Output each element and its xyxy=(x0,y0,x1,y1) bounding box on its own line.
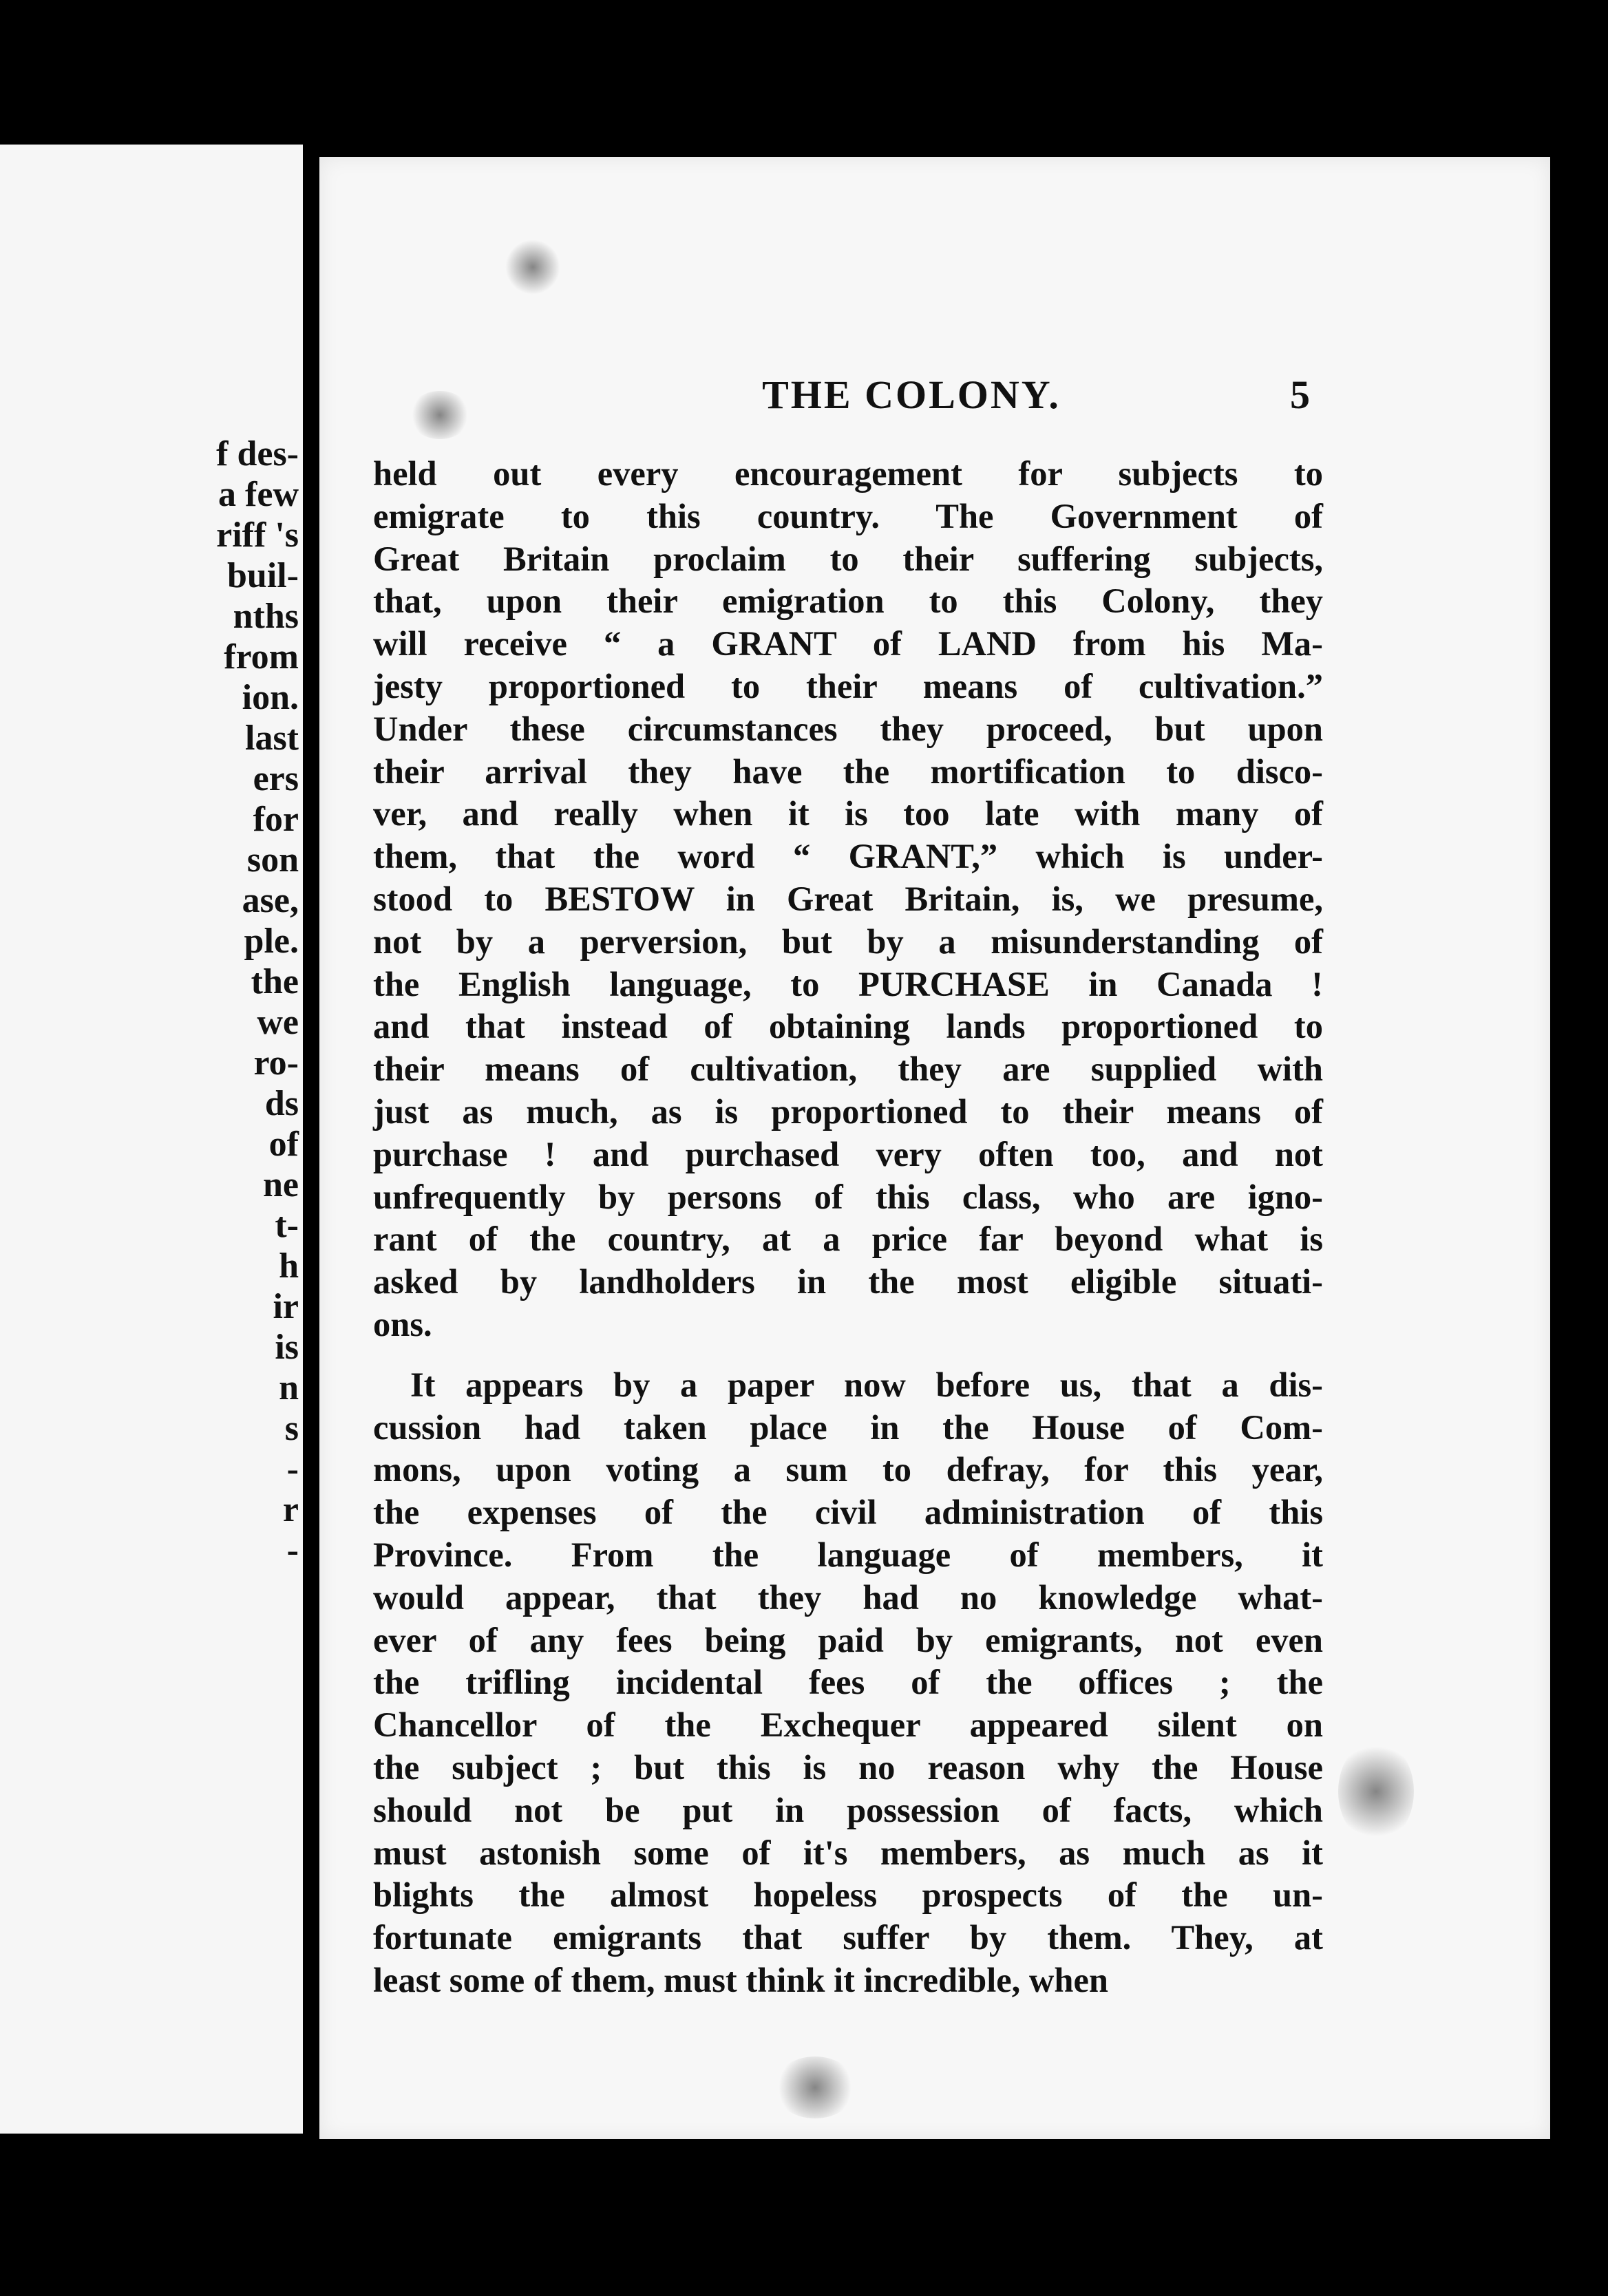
margin-fragment-line: ne xyxy=(263,1165,299,1204)
text-line: will receive “ a GRANT of LAND from his Ma- xyxy=(373,624,1323,663)
text-line: rant of the country, at a price far beyond what is xyxy=(373,1220,1323,1259)
paragraph xyxy=(373,1364,1323,2002)
text-line: held out every encouragement for subjects to xyxy=(373,454,1323,493)
book-gutter xyxy=(303,172,319,2140)
left-page-margin-text xyxy=(195,434,299,1571)
text-line: least some of them, must think it incredible, when xyxy=(373,1960,1108,1999)
text-line: would appear, that they had no knowledge what- xyxy=(373,1577,1323,1617)
margin-fragment-line: son xyxy=(246,840,299,880)
text-line: them, that the word “ GRANT,” which is under- xyxy=(373,837,1323,876)
margin-fragment-line: we xyxy=(257,1003,299,1042)
text-line: Under these circumstances they proceed, but upon xyxy=(373,709,1323,748)
margin-fragment-line: riff 's xyxy=(216,515,299,555)
margin-fragment-line: h xyxy=(279,1246,299,1286)
margin-fragment-line: is xyxy=(275,1328,299,1367)
text-line: jesty proportioned to their means of cultivation.” xyxy=(373,666,1323,705)
text-line: their means of cultivation, they are supplied with xyxy=(373,1050,1323,1089)
text-line: ever of any fees being paid by emigrants, not even xyxy=(373,1620,1323,1659)
text-line: the English language, to PURCHASE in Canada ! xyxy=(373,964,1323,1003)
text-line: asked by landholders in the most eligible situati- xyxy=(373,1262,1323,1301)
margin-fragment-line: from xyxy=(224,637,299,677)
margin-fragment-line: ds xyxy=(264,1084,299,1123)
text-line: just as much, as is proportioned to their means of xyxy=(373,1092,1323,1131)
text-line: blights the almost hopeless prospects of the un- xyxy=(373,1875,1323,1915)
margin-fragment-line: - xyxy=(286,1449,299,1489)
right-page xyxy=(319,157,1550,2139)
margin-fragment-line: n xyxy=(279,1368,299,1407)
text-line: their arrival they have the mortification to disco- xyxy=(373,752,1323,791)
text-line: fortunate emigrants that suffer by them. They, at xyxy=(373,1918,1323,1957)
text-line: emigrate to this country. The Government of xyxy=(373,496,1323,535)
text-line: the expenses of the civil administration of this xyxy=(373,1493,1323,1532)
margin-fragment-line: f des- xyxy=(216,434,299,474)
text-line: stood to BESTOW in Great Britain, is, we presume, xyxy=(373,879,1323,918)
paragraph xyxy=(373,453,1323,1346)
margin-fragment-line: - xyxy=(286,1531,299,1570)
text-line: Chancellor of the Exchequer appeared silent on xyxy=(373,1705,1323,1745)
running-title: THE COLONY. xyxy=(762,372,1061,417)
text-line: and that instead of obtaining lands proportioned to xyxy=(373,1007,1323,1046)
scan-speck xyxy=(1338,1740,1414,1843)
text-line: mons, upon voting a sum to defray, for this year, xyxy=(373,1450,1323,1489)
scan-speck xyxy=(774,2056,856,2118)
text-line: must astonish some of it's members, as much as it xyxy=(373,1833,1323,1872)
margin-fragment-line: r xyxy=(282,1490,299,1529)
page-number: 5 xyxy=(1290,372,1310,417)
text-line: ons. xyxy=(373,1304,432,1343)
body-text xyxy=(373,453,1323,2002)
margin-fragment-line: for xyxy=(253,800,299,839)
margin-fragment-line: last xyxy=(245,719,299,758)
text-line: It appears by a paper now before us, that a dis- xyxy=(410,1365,1323,1404)
scan-speck xyxy=(505,240,560,295)
margin-fragment-line: ro- xyxy=(253,1043,299,1083)
text-line: ver, and really when it is too late with many of xyxy=(373,794,1323,833)
margin-fragment-line: ase, xyxy=(242,881,299,920)
margin-fragment-line: ple. xyxy=(244,922,299,961)
text-line: purchase ! and purchased very often too, and not xyxy=(373,1134,1323,1173)
margin-fragment-line: a few xyxy=(218,475,299,514)
margin-fragment-line: of xyxy=(268,1125,299,1164)
margin-fragment-line: ers xyxy=(253,759,299,798)
text-line: unfrequently by persons of this class, who are igno- xyxy=(373,1177,1323,1216)
left-page-fragment xyxy=(0,145,303,2134)
text-line: that, upon their emigration to this Colony, they xyxy=(373,582,1323,621)
text-line: not by a perversion, but by a misunderstanding of xyxy=(373,922,1323,961)
text-line: Province. From the language of members, it xyxy=(373,1535,1323,1574)
running-head xyxy=(319,372,1550,420)
text-line: Great Britain proclaim to their suffering subjects, xyxy=(373,539,1323,578)
text-line: the trifling incidental fees of the offices ; the xyxy=(373,1663,1323,1702)
margin-fragment-line: t- xyxy=(275,1206,299,1245)
text-line: the subject ; but this is no reason why the House xyxy=(373,1747,1323,1787)
margin-fragment-line: ion. xyxy=(242,678,299,717)
margin-fragment-line: s xyxy=(284,1409,299,1448)
margin-fragment-line: buil- xyxy=(226,556,299,595)
text-line: should not be put in possession of facts, which xyxy=(373,1790,1323,1829)
text-line: cussion had taken place in the House of Com- xyxy=(373,1407,1323,1447)
paragraph-gap xyxy=(373,1346,1323,1364)
margin-fragment-line: the xyxy=(251,962,299,1001)
margin-fragment-line: nths xyxy=(233,597,299,636)
margin-fragment-line: ir xyxy=(273,1287,299,1326)
